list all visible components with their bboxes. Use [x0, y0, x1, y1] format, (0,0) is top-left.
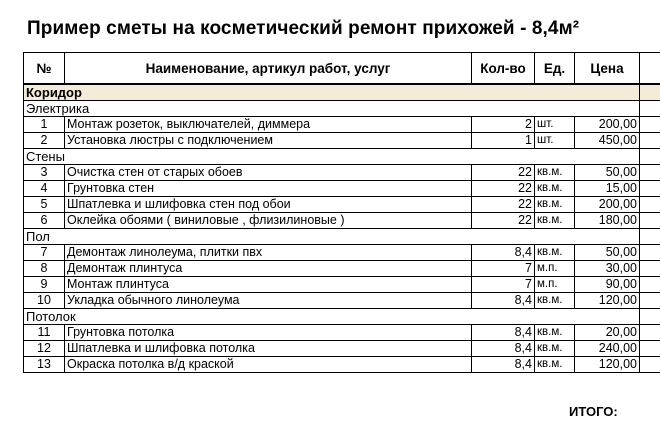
row-num: 11 [24, 325, 65, 341]
row-unit: кв.м. [535, 245, 575, 261]
row-name: Демонтаж плинтуса [65, 261, 472, 277]
row-num: 5 [24, 197, 65, 213]
table-row [24, 293, 660, 309]
table-row [24, 341, 660, 357]
section-extra-cell [640, 229, 660, 245]
row-price: 180,00 [575, 213, 640, 229]
row-extra-cell [640, 325, 660, 341]
section-name: Потолок [24, 309, 640, 325]
row-extra-cell [640, 293, 660, 309]
row-extra-cell [640, 357, 660, 373]
row-extra-cell [640, 165, 660, 181]
row-extra-cell [640, 213, 660, 229]
row-qty: 8,4 [472, 357, 535, 373]
table-row [24, 245, 660, 261]
table-row [24, 165, 660, 181]
row-qty: 8,4 [472, 293, 535, 309]
row-unit: м.п. [535, 277, 575, 293]
row-extra-cell [640, 197, 660, 213]
section-name: Стены [24, 149, 640, 165]
table-row [24, 325, 660, 341]
row-price: 120,00 [575, 357, 640, 373]
row-price: 240,00 [575, 341, 640, 357]
row-unit: кв.м. [535, 357, 575, 373]
column-header-extra [640, 53, 660, 85]
section-extra-cell [640, 309, 660, 325]
row-price: 90,00 [575, 277, 640, 293]
row-num: 10 [24, 293, 65, 309]
row-price: 15,00 [575, 181, 640, 197]
row-unit: кв.м. [535, 293, 575, 309]
table-row [24, 197, 660, 213]
row-unit: кв.м. [535, 181, 575, 197]
row-unit: кв.м. [535, 197, 575, 213]
column-header-qty: Кол-во [472, 53, 535, 85]
row-price: 200,00 [575, 117, 640, 133]
row-num: 9 [24, 277, 65, 293]
row-qty: 7 [472, 277, 535, 293]
row-name: Монтаж розеток, выключателей, диммера [65, 117, 472, 133]
column-header-unit: Ед. [535, 53, 575, 85]
room-extra-cell [640, 84, 660, 101]
section-row [24, 229, 660, 245]
row-qty: 22 [472, 165, 535, 181]
total-label: ИТОГО: [569, 404, 618, 419]
row-num: 1 [24, 117, 65, 133]
row-unit: м.п. [535, 261, 575, 277]
row-qty: 2 [472, 117, 535, 133]
row-num: 8 [24, 261, 65, 277]
row-num: 6 [24, 213, 65, 229]
row-unit: кв.м. [535, 213, 575, 229]
row-num: 7 [24, 245, 65, 261]
row-name: Оклейка обоями ( виниловые , флизилиновые ) [65, 213, 472, 229]
row-qty: 22 [472, 181, 535, 197]
row-price: 450,00 [575, 133, 640, 149]
row-extra-cell [640, 261, 660, 277]
table-row [24, 261, 660, 277]
row-qty: 8,4 [472, 325, 535, 341]
row-extra-cell [640, 181, 660, 197]
row-unit: кв.м. [535, 165, 575, 181]
section-name: Пол [24, 229, 640, 245]
row-extra-cell [640, 341, 660, 357]
row-extra-cell [640, 117, 660, 133]
row-price: 50,00 [575, 245, 640, 261]
row-name: Шпатлевка и шлифовка потолка [65, 341, 472, 357]
row-qty: 7 [472, 261, 535, 277]
row-name: Монтаж плинтуса [65, 277, 472, 293]
section-row [24, 101, 660, 117]
row-price: 50,00 [575, 165, 640, 181]
estimate-table [23, 52, 660, 373]
row-name: Шпатлевка и шлифовка стен под обои [65, 197, 472, 213]
row-name: Очистка стен от старых обоев [65, 165, 472, 181]
table-row [24, 181, 660, 197]
row-num: 13 [24, 357, 65, 373]
room-group-row [24, 84, 660, 101]
row-price: 200,00 [575, 197, 640, 213]
row-extra-cell [640, 277, 660, 293]
section-name: Электрика [24, 101, 640, 117]
page-title: Пример сметы на косметический ремонт прихожей - 8,4м² [27, 18, 580, 39]
row-qty: 8,4 [472, 245, 535, 261]
row-name: Демонтаж линолеума, плитки пвх [65, 245, 472, 261]
section-extra-cell [640, 149, 660, 165]
row-qty: 22 [472, 197, 535, 213]
row-price: 30,00 [575, 261, 640, 277]
section-extra-cell [640, 101, 660, 117]
row-name: Грунтовка стен [65, 181, 472, 197]
table-body [24, 84, 660, 373]
row-qty: 1 [472, 133, 535, 149]
row-qty: 22 [472, 213, 535, 229]
section-row [24, 149, 660, 165]
table-row [24, 357, 660, 373]
row-unit: кв.м. [535, 325, 575, 341]
row-num: 4 [24, 181, 65, 197]
row-unit: шт. [535, 117, 575, 133]
section-row [24, 309, 660, 325]
row-num: 3 [24, 165, 65, 181]
row-name: Грунтовка потолка [65, 325, 472, 341]
row-extra-cell [640, 133, 660, 149]
row-price: 120,00 [575, 293, 640, 309]
row-name: Укладка обычного линолеума [65, 293, 472, 309]
row-extra-cell [640, 245, 660, 261]
row-unit: шт. [535, 133, 575, 149]
row-name: Окраска потолка в/д краской [65, 357, 472, 373]
column-header-price: Цена [575, 53, 640, 85]
row-qty: 8,4 [472, 341, 535, 357]
table-header-row [24, 53, 660, 85]
row-price: 20,00 [575, 325, 640, 341]
table-row [24, 133, 660, 149]
table-row [24, 277, 660, 293]
room-name: Коридор [24, 84, 640, 101]
row-name: Установка люстры с подключением [65, 133, 472, 149]
row-num: 2 [24, 133, 65, 149]
row-unit: кв.м. [535, 341, 575, 357]
row-num: 12 [24, 341, 65, 357]
table-row [24, 213, 660, 229]
table-row [24, 117, 660, 133]
column-header-name: Наименование, артикул работ, услуг [65, 53, 472, 85]
column-header-num: № [24, 53, 65, 85]
